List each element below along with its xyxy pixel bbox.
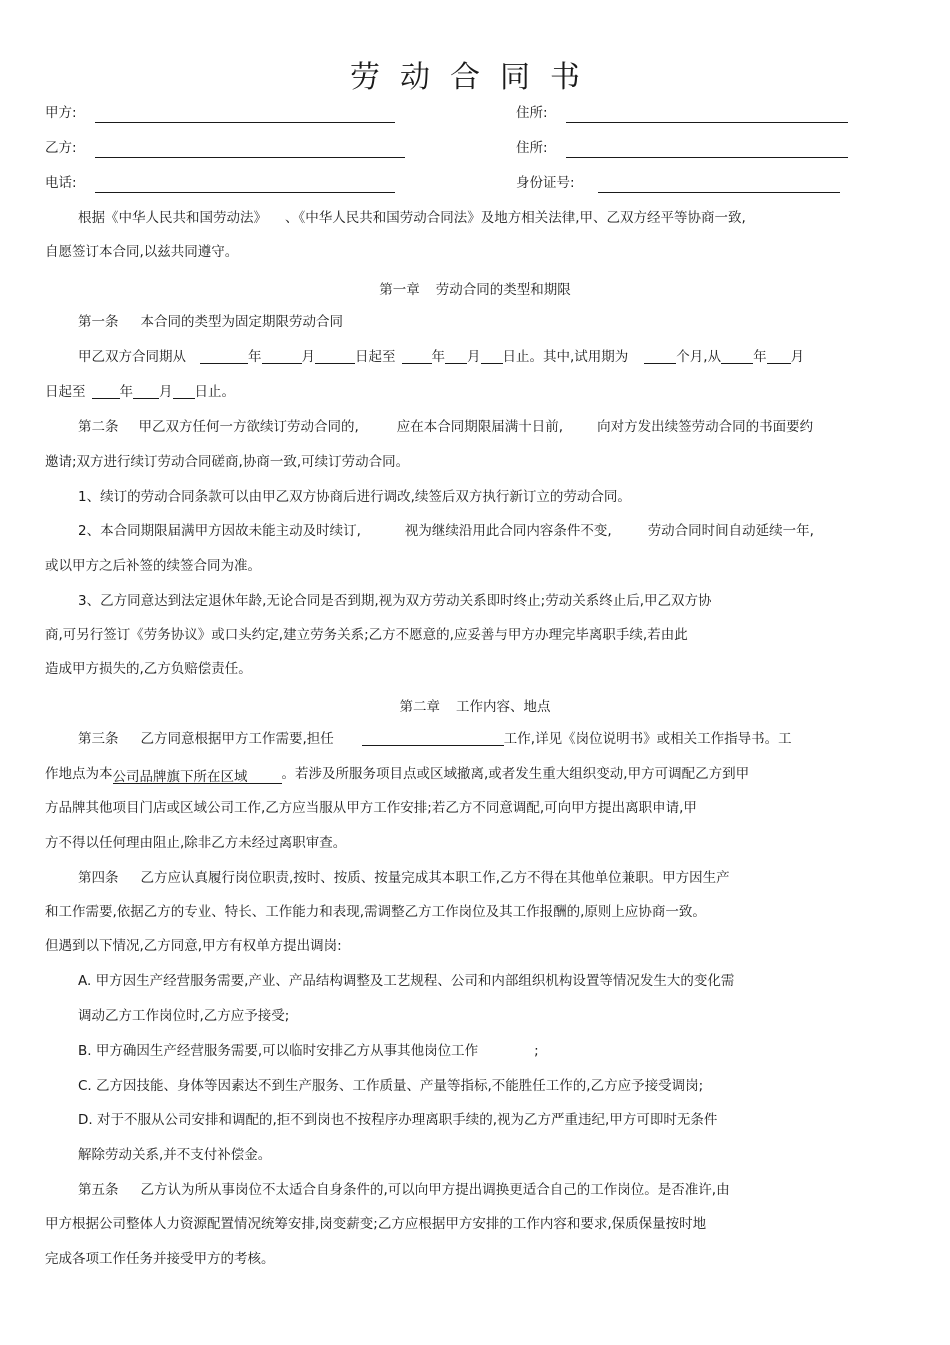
chapter-1-number: 第一章: [379, 282, 420, 298]
end-month-blank[interactable]: [445, 348, 467, 364]
article-3-line-3: 方品牌其他项目门店或区域公司工作,乙方应当服从甲方工作安排;若乙方不同意调配,可向甲方提出离职申请,甲: [45, 800, 697, 816]
article-2-item-1: 1、续订的劳动合同条款可以由甲乙双方协商后进行调改,续签后双方执行新订立的劳动合同。: [78, 489, 631, 505]
article-2-line-1: 第二条 甲乙双方任何一方欲续订劳动合同的, 应在本合同期限届满十日前, 向对方发出续签劳动合同的书面要约: [78, 419, 814, 435]
article-4-item-c: C. 乙方因技能、身体等因素达不到生产服务、工作质量、产量等指标,不能胜任工作的,乙方应予接受调岗;: [78, 1078, 704, 1094]
article-4-item-d-line-1: D. 对于不服从公司安排和调配的,拒不到岗也不按程序办理离职手续的,视为乙方严重违纪,甲方可即时无条件: [78, 1112, 718, 1128]
article-1-text: 本合同的类型为固定期限劳动合同: [140, 314, 343, 330]
article-5-line-3: 完成各项工作任务并接受甲方的考核。: [45, 1251, 275, 1267]
article-2-item-3-line-1: 3、乙方同意达到法定退休年龄,无论合同是否到期,视为双方劳动关系即时终止;劳动关系终止后,甲乙双方协: [78, 593, 712, 609]
article-4-line-3: 但遇到以下情况,乙方同意,甲方有权单方提出调岗:: [45, 938, 342, 954]
preamble-1a: 根据《中华人民共和国劳动法》: [78, 210, 267, 226]
article-4-number: 第四条: [78, 870, 119, 886]
article-4-line-1: 第四条 乙方应认真履行岗位职责,按时、按质、按量完成其本职工作,乙方不得在其他单位兼职。甲方因生产: [78, 870, 730, 886]
article-5-line-2: 甲方根据公司整体人力资源配置情况统筹安排,岗变薪变;乙方应根据甲方安排的工作内容和要求,保质保量按时地: [45, 1216, 707, 1232]
article-1-number: 第一条: [78, 314, 119, 330]
preamble-line-1: [78, 209, 746, 227]
start-month-blank[interactable]: [262, 348, 302, 364]
article-2-item-3-line-3: 造成甲方损失的,乙方负赔偿责任。: [45, 661, 252, 677]
article-2-line-2: 邀请;双方进行续订劳动合同磋商,协商一致,可续订劳动合同。: [45, 454, 410, 470]
end-year-blank[interactable]: [402, 348, 432, 364]
job-position-blank[interactable]: [362, 730, 504, 746]
party-b-field[interactable]: [95, 157, 405, 158]
article-3-line-1: 第三条 乙方同意根据甲方工作需要,担任 工作,详见《岗位说明书》或相关工作指导书。工: [78, 731, 792, 747]
article-2-item-2: 2、本合同期限届满甲方因故未能主动及时续订, 视为继续沿用此合同内容条件不变, 劳动合同时间自动延续一年,: [78, 523, 814, 539]
address-a-field[interactable]: [566, 122, 848, 123]
id-number-label: 身份证号:: [516, 175, 575, 191]
probation-end-month-blank[interactable]: [133, 383, 159, 399]
article-5-number: 第五条: [78, 1182, 119, 1198]
chapter-2-number: 第二章: [399, 699, 440, 715]
phone-label: 电话:: [45, 175, 77, 191]
probation-start-month-blank[interactable]: [767, 348, 791, 364]
chapter-2-title: 工作内容、地点: [456, 699, 551, 715]
article-2-item-2-cont: 或以甲方之后补签的续签合同为准。: [45, 558, 261, 574]
start-year-blank[interactable]: [200, 348, 248, 364]
probation-end-line: 日起至 年 月 日止。: [45, 384, 235, 400]
chapter-1-heading: [0, 278, 950, 298]
preamble-1b: 、《中华人民共和国劳动合同法》及地方相关法律,甲、乙双方经平等协商一致,: [285, 210, 746, 226]
probation-months-blank[interactable]: [644, 348, 676, 364]
article-5-line-1: 第五条 乙方认为所从事岗位不太适合自身条件的,可以向甲方提出调换更适合自己的工作岗位。是否准许,由: [78, 1182, 730, 1198]
preamble-line-2: 自愿签订本合同,以兹共同遵守。: [45, 244, 239, 260]
address-b-field[interactable]: [566, 157, 848, 158]
probation-end-day-blank[interactable]: [173, 383, 195, 399]
document-title: 劳动合同书: [350, 60, 600, 95]
start-day-blank[interactable]: [315, 348, 355, 364]
article-3-number: 第三条: [78, 731, 119, 747]
chapter-1-title: 劳动合同的类型和期限: [435, 282, 571, 298]
article-4-line-2: 和工作需要,依据乙方的专业、特长、工作能力和表现,需调整乙方工作岗位及其工作报酬的,原则上应协商一致。: [45, 904, 706, 920]
article-3-line-4: 方不得以任何理由阻止,除非乙方未经过离职审查。: [45, 835, 347, 851]
probation-end-year-blank[interactable]: [92, 383, 120, 399]
address-b-label: 住所:: [516, 140, 548, 156]
article-4-item-a-line-1: A. 甲方因生产经营服务需要,产业、产品结构调整及工艺规程、公司和内部组织机构设置等情况发生大的变化需: [78, 973, 735, 989]
chapter-2-heading: [0, 695, 950, 715]
party-b-label: 乙方:: [45, 140, 77, 156]
contract-term-line: 甲乙双方合同期从 年 月 日起至 年 月 日止。其中,试用期为 个月,从 年 月: [78, 349, 805, 365]
article-4-item-b: B. 甲方确因生产经营服务需要,可以临时安排乙方从事其他岗位工作 ;: [78, 1043, 539, 1059]
article-1-heading: [78, 313, 343, 331]
article-3-line-2: 作地点为本公司品牌旗下所在区域 。若涉及所服务项目点或区域撤离,或者发生重大组织变动,甲方可调配乙方到甲: [45, 766, 750, 785]
address-a-label: 住所:: [516, 105, 548, 121]
article-4-item-d-line-2: 解除劳动关系,并不支付补偿金。: [78, 1147, 272, 1163]
party-a-label: 甲方:: [45, 105, 77, 121]
work-location-blank[interactable]: 公司品牌旗下所在区域: [113, 768, 282, 784]
probation-start-year-blank[interactable]: [721, 348, 753, 364]
phone-field[interactable]: [95, 192, 395, 193]
article-4-item-a-line-2: 调动乙方工作岗位时,乙方应予接受;: [78, 1008, 290, 1024]
article-2-number: 第二条: [78, 419, 119, 435]
party-a-field[interactable]: [95, 122, 395, 123]
id-number-field[interactable]: [598, 192, 840, 193]
end-day-blank[interactable]: [481, 348, 503, 364]
article-2-item-3-line-2: 商,可另行签订《劳务协议》或口头约定,建立劳务关系;乙方不愿意的,应妥善与甲方办理完毕离职手续,若由此: [45, 627, 688, 643]
